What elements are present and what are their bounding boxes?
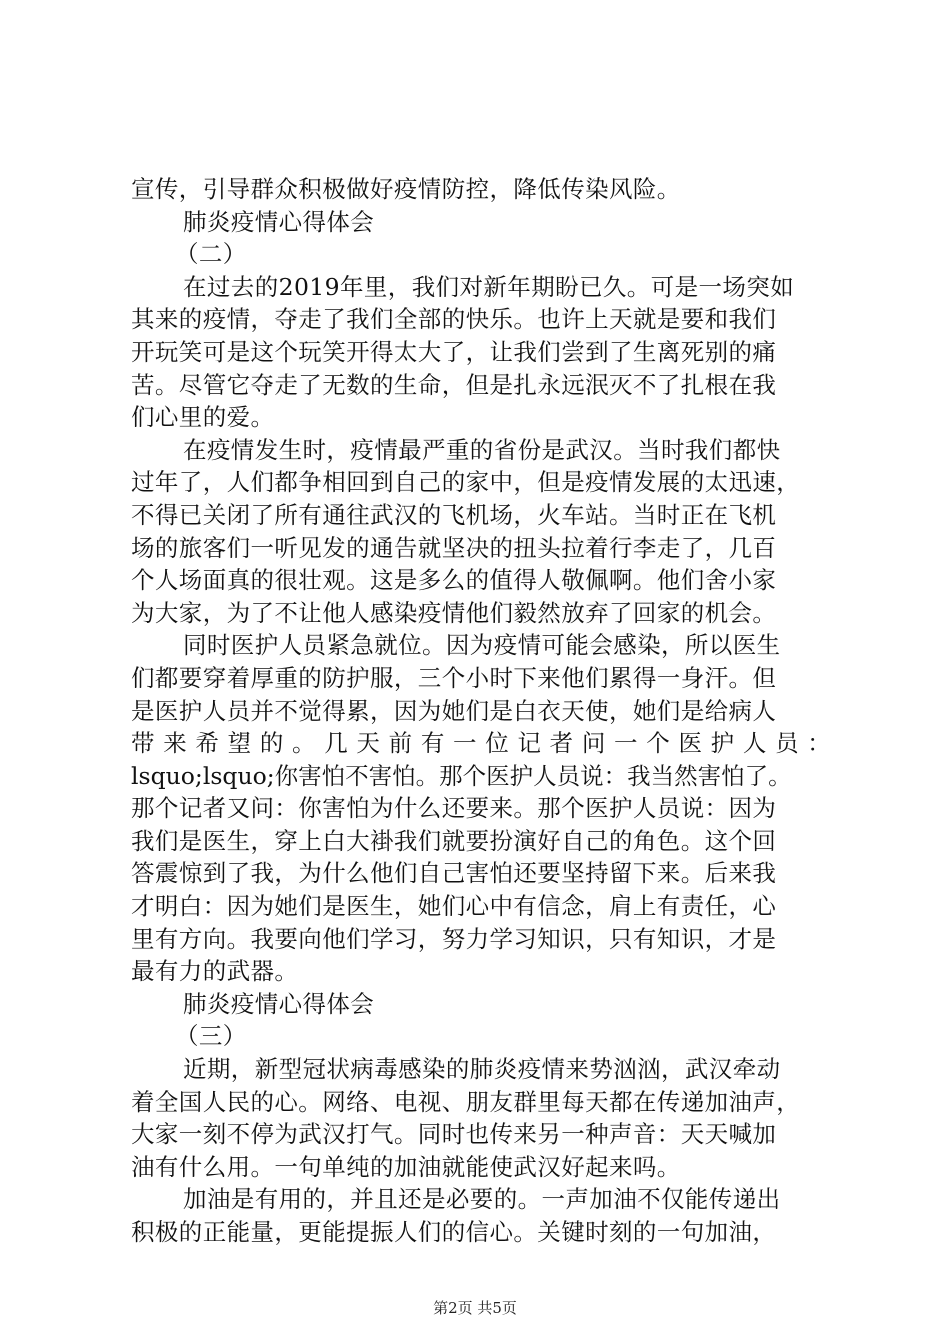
glyph: 位 xyxy=(485,729,509,758)
glyph: 一 xyxy=(614,729,638,758)
page-number: 第2页 共5页 xyxy=(433,1299,517,1317)
text-line: 不得已关闭了所有通往武汉的飞机场，火车站。当时正在飞机 xyxy=(131,500,777,529)
text-line: 油有什么用。一句单纯的加油就能使武汉好起来吗。 xyxy=(131,1152,681,1181)
text-line: 们心里的爱。 xyxy=(131,403,275,432)
text-line: 积极的正能量，更能提振人们的信心。关键时刻的一句加油， xyxy=(131,1218,777,1246)
text-line: 其来的疫情，夺走了我们全部的快乐。也许上天就是要和我们 xyxy=(131,305,777,334)
glyph: 记 xyxy=(517,729,541,758)
text-line: 为大家，为了不让他人感染疫情他们毅然放弃了回家的机会。 xyxy=(131,598,777,627)
text-line: 加油是有用的，并且还是必要的。一声加油不仅能传递出 xyxy=(183,1185,781,1214)
glyph: 人 xyxy=(742,729,767,758)
text-line: 在过去的2019年里，我们对新年期盼已久。可是一场突如 xyxy=(183,272,795,301)
section-heading: 肺炎疫情心得体会 xyxy=(183,989,375,1018)
section-number: （二） xyxy=(175,240,247,269)
section-number: （三） xyxy=(175,1022,247,1051)
text-line: 宣传，引导群众积极做好疫情防控，降低传染风险。 xyxy=(131,175,681,203)
text-line: 个人场面真的很壮观。这是多么的值得人敬佩啊。他们舍小家 xyxy=(131,566,777,595)
text-line: 我们是医生，穿上白大褂我们就要扮演好自己的角色。这个回 xyxy=(131,826,777,855)
text-line: 答震惊到了我，为什么他们自己害怕还要坚持留下来。后来我 xyxy=(131,859,777,888)
glyph: ： xyxy=(807,729,831,758)
glyph: 医 xyxy=(678,729,702,758)
text-line: 们都要穿着厚重的防护服，三个小时下来他们累得一身汗。但 xyxy=(131,663,777,692)
glyph: 。 xyxy=(292,729,316,758)
text-line: 在疫情发生时，疫情最严重的省份是武汉。当时我们都快 xyxy=(183,435,781,464)
text-line: 着全国人民的心。网络、电视、朋友群里每天都在传递加油声， xyxy=(131,1087,801,1116)
glyph: 者 xyxy=(549,729,574,758)
page-footer xyxy=(0,1298,950,1318)
glyph: 天 xyxy=(356,729,380,758)
glyph: 有 xyxy=(420,729,445,758)
glyph: 的 xyxy=(259,729,284,758)
glyph: 一 xyxy=(453,729,477,758)
text-line: lsquo;lsquo;你害怕不害怕。那个医护人员说：我当然害怕了。 xyxy=(131,761,792,790)
text-line: 场的旅客们一听见发的通告就坚决的扭头拉着行李走了，几百 xyxy=(131,533,777,562)
glyph: 个 xyxy=(646,729,670,758)
section-heading: 肺炎疫情心得体会 xyxy=(183,207,375,236)
text-line: 过年了，人们都争相回到自己的家中，但是疫情发展的太迅速， xyxy=(131,468,801,497)
text-line: 近期，新型冠状病毒感染的肺炎疫情来势汹汹，武汉牵动 xyxy=(183,1055,781,1084)
glyph: 带 xyxy=(131,729,155,758)
glyph: 望 xyxy=(227,729,252,758)
text-line: 大家一刻不停为武汉打气。同时也传来另一种声音：天天喊加 xyxy=(131,1120,777,1149)
text-line: 里有方向。我要向他们学习，努力学习知识，只有知识，才是 xyxy=(131,924,777,953)
glyph: 几 xyxy=(324,729,348,758)
text-line: 那个记者又问：你害怕为什么还要来。那个医护人员说：因为 xyxy=(131,794,777,823)
glyph: 希 xyxy=(195,729,219,758)
glyph: 问 xyxy=(581,729,606,758)
glyph: 员 xyxy=(775,729,799,758)
document-body xyxy=(131,173,831,1249)
text-line: 才明白：因为她们是医生，她们心中有信念，肩上有责任，心 xyxy=(131,892,777,921)
text-line: 苦。尽管它夺走了无数的生命，但是扎永远泯灭不了扎根在我 xyxy=(131,370,777,399)
text-line: 最有力的武器。 xyxy=(131,957,299,986)
text-line: 开玩笑可是这个玩笑开得太大了，让我们尝到了生离死别的痛 xyxy=(131,337,777,366)
text-line-justified xyxy=(131,727,831,760)
glyph: 前 xyxy=(388,729,413,758)
text-line: 是医护人员并不觉得累，因为她们是白衣天使，她们是给病人 xyxy=(131,696,777,725)
glyph: 护 xyxy=(710,729,735,758)
glyph: 来 xyxy=(163,729,187,758)
text-line: 同时医护人员紧急就位。因为疫情可能会感染，所以医生 xyxy=(183,631,781,660)
